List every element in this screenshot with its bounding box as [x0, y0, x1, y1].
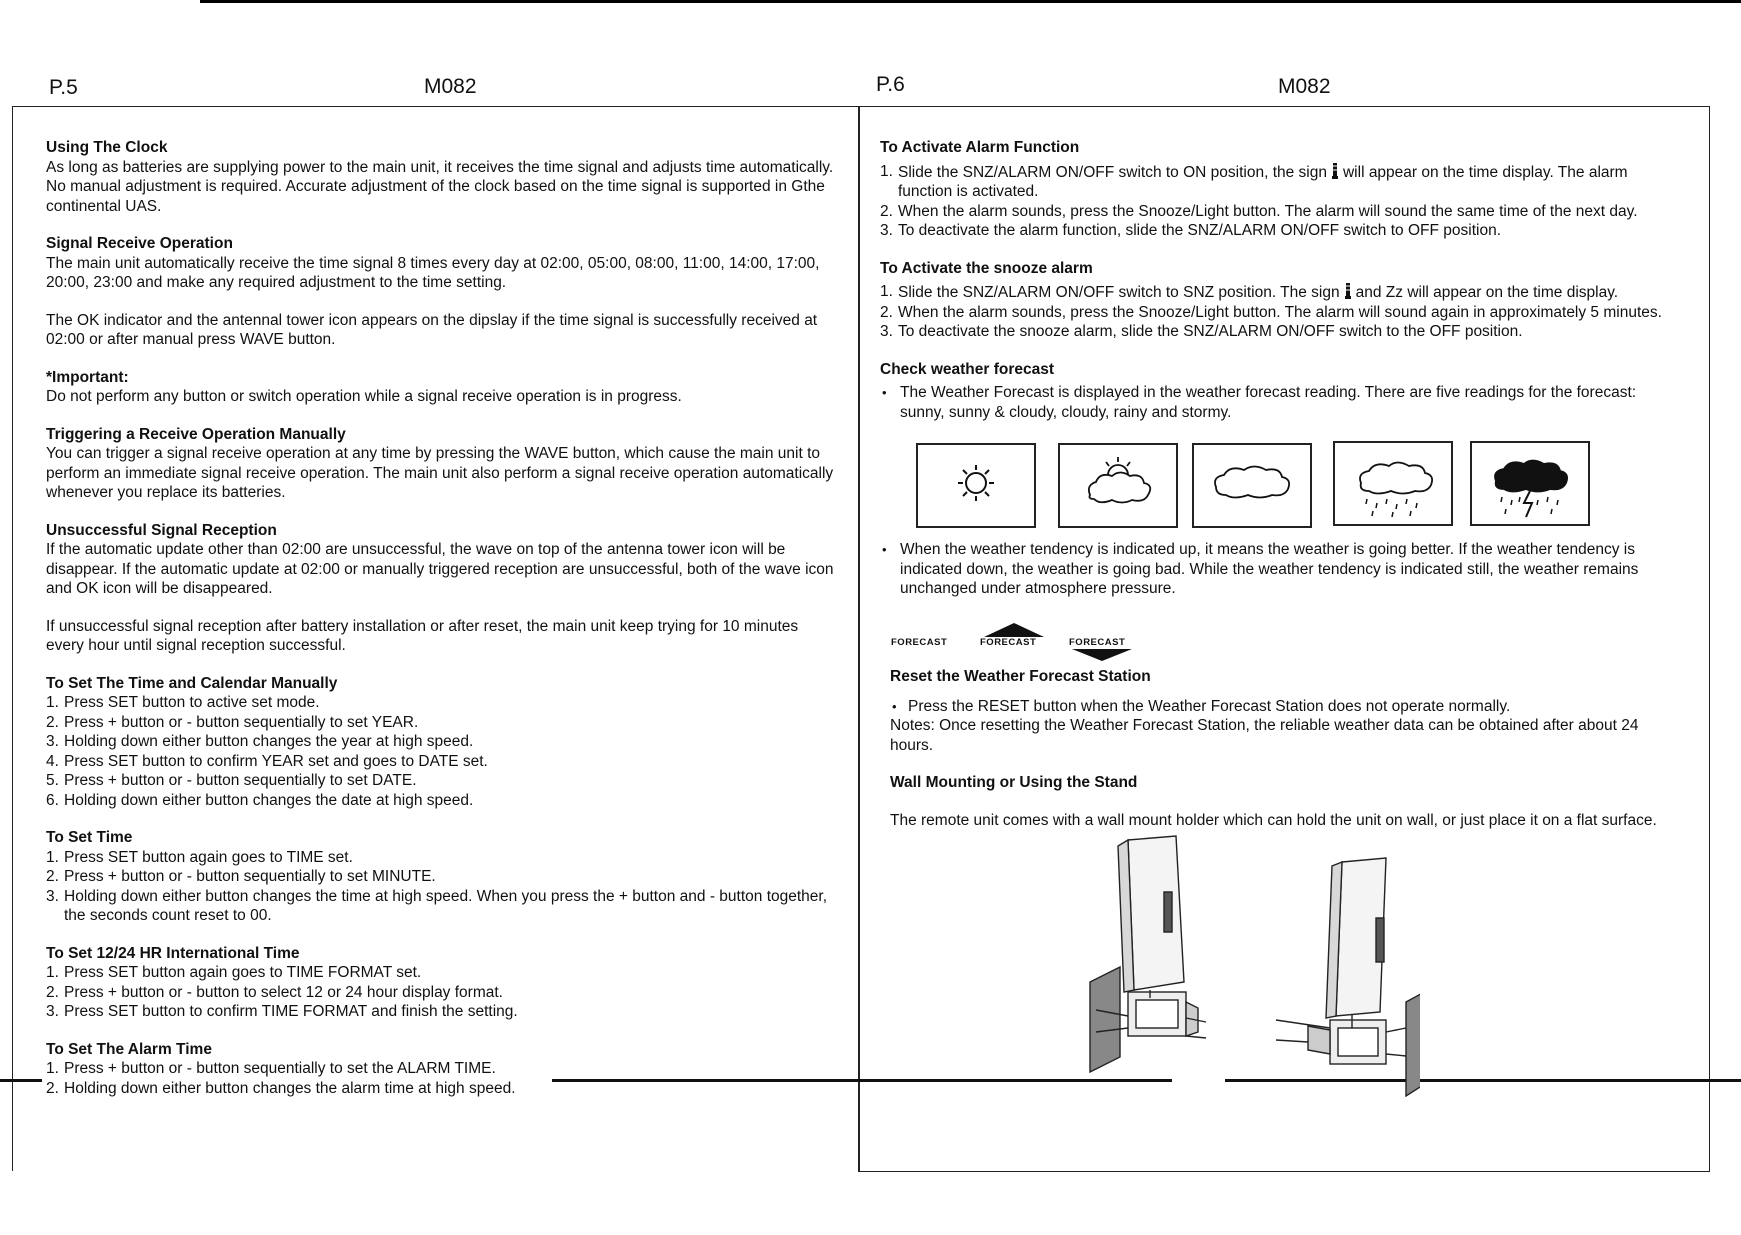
left-page-content — [46, 138, 836, 1098]
snooze-step: 1. Slide the SNZ/ALARM ON/OFF switch to SNZ position. The sign and Zz will appear on the time display. — [880, 283, 1619, 301]
weather-box-rainy — [1333, 441, 1453, 526]
time-steps — [46, 848, 836, 926]
arrow-up-icon — [982, 622, 1046, 638]
hr-step: 1. Press SET button again goes to TIME FORMAT set. — [46, 964, 422, 981]
time-step: 1. Press SET button again goes to TIME set. — [46, 848, 353, 866]
signal-body-ok: The OK indicator and the antennal tower icon appears on the dipslay if the time signal is successfully received at 02:00 or after manual press WAVE button. — [46, 311, 818, 348]
clock-body: As long as batteries are supplying power to the main unit, it receives the time signal and adjusts time automatically. No manual adjustment is required. Accurate adjustment of the clock based on the time signal is supported in Gthe continental UAS. — [46, 158, 834, 215]
cut-line-left — [0, 1079, 42, 1082]
time-step: 3. Holding down either button changes the time at high speed. When you press the + button and - button together, the seconds count reset to 00. — [46, 887, 828, 924]
forecast-heading: Check weather forecast — [880, 360, 1055, 378]
wall-heading: Wall Mounting or Using the Stand — [890, 774, 1138, 791]
left-model-number: M082 — [424, 75, 477, 98]
alarm-heading: To Activate Alarm Function — [880, 139, 1080, 156]
arrow-down-icon — [1070, 648, 1134, 662]
weather-box-stormy — [1470, 441, 1590, 526]
snooze-heading: To Activate the snooze alarm — [880, 259, 1093, 277]
reset-heading: Reset the Weather Forecast Station — [890, 668, 1151, 685]
forecast-bullet-list — [880, 383, 1670, 422]
weather-box-sunny — [916, 443, 1036, 528]
alarm-time-steps — [46, 1059, 836, 1098]
hr-heading: To Set 12/24 HR International Time — [46, 944, 300, 962]
trigger-body: You can trigger a signal receive operation at any time by pressing the WAVE button, which cause the main unit to perform an immediate signal receive operation. The main unit also perform a signal receive operation automatically whenever you replace its batteries. — [46, 445, 834, 501]
right-page-number: P.6 — [876, 73, 905, 96]
left-page-number: P.5 — [49, 76, 78, 99]
signal-heading: Signal Receive Operation — [46, 235, 233, 252]
hr-step: 2. Press + button or - button to select 12 or 24 hour display format. — [46, 983, 503, 1001]
forecast-bullet: • The Weather Forecast is displayed in the weather forecast reading. There are five readings for the forecast: sunny, sunny & cloudy, cloudy, rainy and stormy. — [880, 383, 1670, 422]
reset-section — [890, 667, 1680, 830]
cloud-icon — [1194, 445, 1310, 526]
clock-heading: Using The Clock — [46, 139, 168, 156]
calendar-step: 6. Holding down either button changes the date at high speed. — [46, 791, 474, 809]
calendar-heading: To Set The Time and Calendar Manually — [46, 674, 338, 692]
tendency-bullet-list — [880, 540, 1670, 599]
alarm-time-heading: To Set The Alarm Time — [46, 1040, 212, 1058]
signal-body: The main unit automatically receive the time signal 8 times every day at 02:00, 05:00, 08:00, 11:00, 14:00, 17:00, 20:00, 23:00 and make any required adjustment to the time setting. — [46, 254, 820, 291]
unsuccessful-heading: Unsuccessful Signal Reception — [46, 521, 277, 539]
forecast-still-label: FORECAST — [891, 637, 948, 648]
time-step: 2. Press + button or - button sequentially to set MINUTE. — [46, 868, 436, 885]
reset-bullet: • Press the RESET button when the Weather Forecast Station does not operate normally. — [890, 697, 1680, 717]
forecast-down-label: FORECAST — [1069, 637, 1126, 648]
unsuccessful-retry: If unsuccessful signal reception after battery installation or after reset, the main unit keep trying for 10 minutes every hour until signal reception successful. — [46, 617, 799, 654]
alarm-bell-icon — [1331, 162, 1339, 180]
hr-steps — [46, 963, 836, 1022]
tendency-text — [880, 540, 1670, 599]
important-heading: *Important: — [46, 368, 129, 386]
calendar-step: 5. Press + button or - button sequentially to set DATE. — [46, 772, 417, 789]
weather-box-sunny-cloudy — [1058, 443, 1178, 528]
calendar-step: 2. Press + button or - button sequentially to set YEAR. — [46, 713, 419, 731]
unsuccessful-body: If the automatic update other than 02:00 are unsuccessful, the wave on top of the antenna tower icon will be disappear. If the automatic update at 02:00 or manually triggered reception are unsuccessful, both of the wave icon and OK icon will be disappeared. — [46, 541, 834, 597]
alarm-step: 2. When the alarm sounds, press the Snooze/Light button. The alarm will sound the same time of the next day. — [880, 202, 1638, 220]
wall-mount-illustration — [1080, 832, 1420, 1097]
weather-box-cloudy — [1192, 443, 1312, 528]
snooze-bell-icon — [1344, 282, 1352, 300]
wall-body: The remote unit comes with a wall mount holder which can hold the unit on wall, or just place it on a flat surface. — [890, 811, 1657, 829]
storm-cloud-icon — [1472, 443, 1588, 524]
calendar-step: 3. Holding down either button changes the year at high speed. — [46, 733, 474, 750]
forecast-up-label: FORECAST — [980, 637, 1037, 648]
reset-notes: Notes: Once resetting the Weather Forecast Station, the reliable weather data can be obtained after about 24 hours. — [890, 717, 1639, 754]
alarm-step: 1. Slide the SNZ/ALARM ON/OFF switch to ON position, the sign will appear on the time display. The alarm function is activated. — [880, 162, 1628, 200]
right-page-content — [880, 138, 1670, 422]
trigger-heading: Triggering a Receive Operation Manually — [46, 425, 346, 443]
calendar-step: 1. Press SET button to active set mode. — [46, 694, 320, 711]
tendency-bullet: • When the weather tendency is indicated up, it means the weather is going better. If the weather tendency is indicated down, the weather is going bad. While the weather tendency is indicated still, the weather remains unchanged under atmosphere pressure. — [880, 540, 1670, 599]
alarm-time-step: 2. Holding down either button changes the alarm time at high speed. — [46, 1079, 516, 1097]
alarm-step: 3. To deactivate the alarm function, slide the SNZ/ALARM ON/OFF switch to OFF position. — [880, 222, 1502, 239]
reset-bullet-list — [890, 697, 1680, 717]
calendar-steps — [46, 693, 836, 810]
alarm-time-step: 1. Press + button or - button sequentially to set the ALARM TIME. — [46, 1060, 496, 1077]
alarm-steps — [880, 162, 1670, 241]
snooze-step: 2. When the alarm sounds, press the Snooze/Light button. The alarm will sound again in approximately 5 minutes. — [880, 303, 1662, 321]
sun-cloud-icon — [1060, 445, 1176, 526]
hr-step: 3. Press SET button to confirm TIME FORMAT and finish the setting. — [46, 1003, 518, 1020]
rain-cloud-icon — [1335, 443, 1451, 524]
sun-icon — [918, 445, 1034, 526]
important-body: Do not perform any button or switch operation while a signal receive operation is in progress. — [46, 388, 682, 405]
snooze-steps — [880, 282, 1670, 342]
time-heading: To Set Time — [46, 829, 133, 846]
snooze-step: 3. To deactivate the snooze alarm, slide the SNZ/ALARM ON/OFF switch to the OFF position. — [880, 323, 1523, 340]
top-rule — [200, 0, 1741, 3]
right-model-number: M082 — [1278, 75, 1331, 98]
calendar-step: 4. Press SET button to confirm YEAR set and goes to DATE set. — [46, 752, 488, 770]
